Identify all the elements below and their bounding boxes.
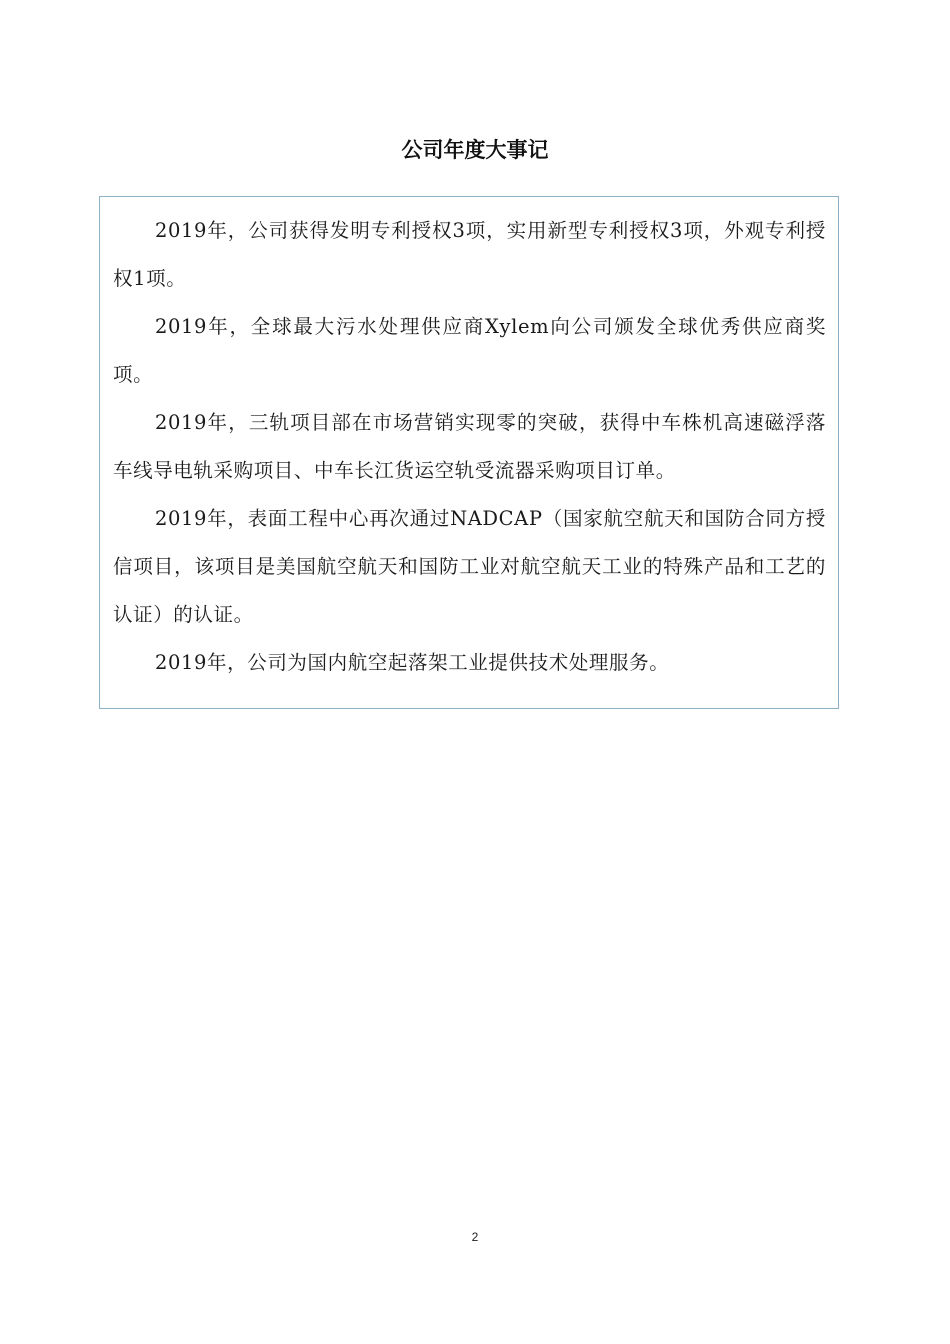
events-box	[99, 196, 839, 709]
event-paragraph: 2019年，三轨项目部在市场营销实现零的突破，获得中车株机高速磁浮落车线导电轨采购项目、中车长江货运空轨受流器采购项目订单。	[113, 411, 826, 482]
event-paragraph: 2019年，全球最大污水处理供应商Xylem向公司颁发全球优秀供应商奖项。	[113, 315, 826, 386]
page-number: 2	[471, 1230, 479, 1244]
page-title: 公司年度大事记	[401, 138, 549, 162]
event-paragraph: 2019年，表面工程中心再次通过NADCAP（国家航空航天和国防合同方授信项目，该项目是美国航空航天和国防工业对航空航天工业的特殊产品和工艺的认证）的认证。	[113, 507, 826, 626]
event-paragraph: 2019年，公司获得发明专利授权3项，实用新型专利授权3项，外观专利授权1项。	[113, 219, 826, 290]
event-paragraph: 2019年，公司为国内航空起落架工业提供技术处理服务。	[155, 651, 670, 674]
